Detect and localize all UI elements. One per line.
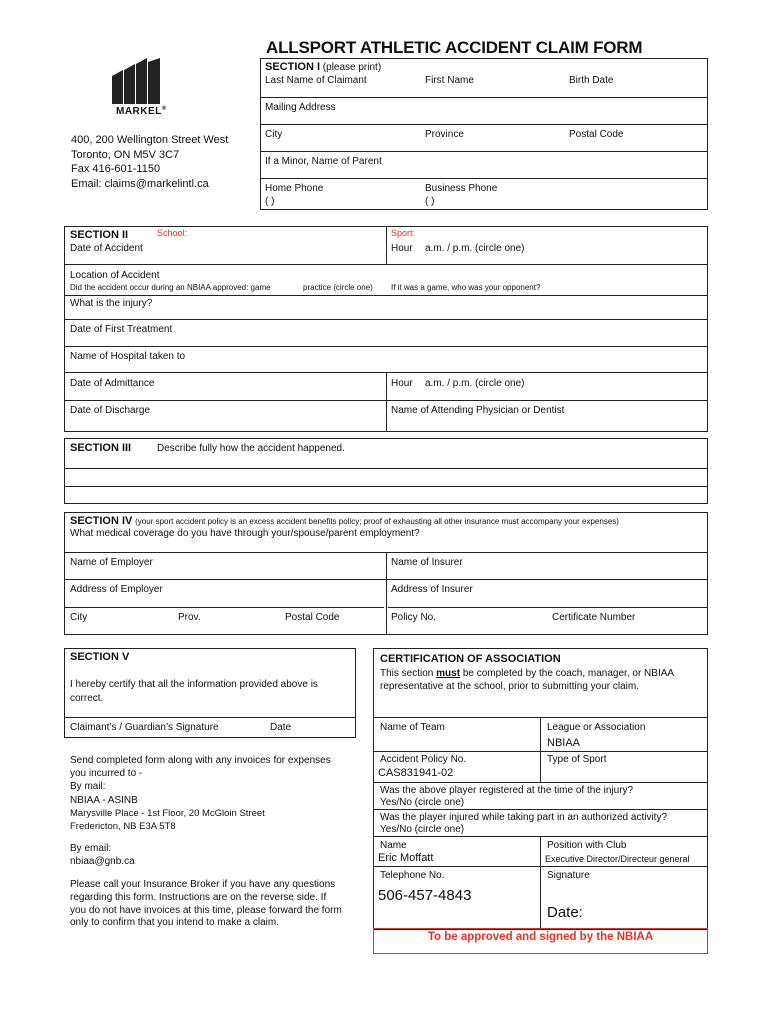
certification-intro: This section must be completed by the coach, manager, or NBIAA representative at the school, prior to submitting your claim. xyxy=(380,668,675,692)
signature-label[interactable]: Signature xyxy=(547,870,590,881)
first-treatment-label[interactable]: Date of First Treatment xyxy=(70,324,173,335)
mailing-address-label[interactable]: Mailing Address xyxy=(265,102,336,113)
league-value[interactable]: NBIAA xyxy=(547,737,581,749)
section2-heading: SECTION II xyxy=(70,229,129,241)
claimant-date-label[interactable]: Date xyxy=(270,722,292,733)
position-label[interactable]: Position with Club xyxy=(547,840,627,851)
employer-postal-label[interactable]: Postal Code xyxy=(285,612,340,623)
form-title: ALLSPORT ATHLETIC ACCIDENT CLAIM FORM xyxy=(266,38,643,57)
certificate-label[interactable]: Certificate Number xyxy=(552,612,636,623)
nbiaa-email-link[interactable]: nbiaa@gnb.ca xyxy=(70,856,135,868)
admittance-am-pm-label[interactable]: a.m. / p.m. (circle one) xyxy=(425,378,525,389)
business-phone-label[interactable]: Business Phone xyxy=(425,183,498,194)
province-label[interactable]: Province xyxy=(425,129,464,140)
city-label[interactable]: City xyxy=(265,129,283,140)
hour-label[interactable]: Hour xyxy=(391,243,413,254)
address-line2: Toronto, ON M5V 3C7 xyxy=(71,148,180,161)
logo-text: MARKEL® xyxy=(116,106,167,117)
first-name-label[interactable]: First Name xyxy=(425,75,474,86)
telephone-label[interactable]: Telephone No. xyxy=(380,870,445,881)
section3-heading: SECTION III xyxy=(70,442,132,454)
minor-parent-label[interactable]: If a Minor, Name of Parent xyxy=(265,156,382,167)
name-value[interactable]: Eric Moffatt xyxy=(378,852,434,864)
opponent-label[interactable]: If it was a game, who was your opponent? xyxy=(391,283,541,292)
home-phone-label[interactable]: Home Phone xyxy=(265,183,324,194)
policy-value[interactable]: CAS831941-02 xyxy=(378,767,454,779)
call-broker-note: Please call your Insurance Broker if you have any questions regarding this form. Instructions are on the reverse side. If you do not have invoices at this time, please forward the form only to confirm that you intend to make a claim. xyxy=(70,879,342,929)
approved-text: To be approved and signed by the NBIAA xyxy=(427,931,654,943)
am-pm-label[interactable]: a.m. / p.m. (circle one) xyxy=(425,243,525,254)
policy-no-label[interactable]: Policy No. xyxy=(391,612,437,623)
admittance-hour-label[interactable]: Hour xyxy=(391,378,413,389)
fax: Fax 416-601-1150 xyxy=(71,163,161,175)
hospital-label[interactable]: Name of Hospital taken to xyxy=(70,351,186,362)
discharge-label[interactable]: Date of Discharge xyxy=(70,405,151,416)
sport-label[interactable]: Sport: xyxy=(391,228,416,238)
company-address xyxy=(71,133,228,191)
type-sport-label[interactable]: Type of Sport xyxy=(547,754,607,765)
insurer-label[interactable]: Name of Insurer xyxy=(391,557,463,568)
describe-label[interactable]: Describe fully how the accident happened. xyxy=(157,443,345,454)
name-label[interactable]: Name xyxy=(380,840,407,851)
employer-city-label[interactable]: City xyxy=(70,612,88,623)
certify-text: I hereby certify that all the information provided above is correct. xyxy=(70,679,318,704)
markel-logo-icon xyxy=(110,58,162,104)
section1-heading: SECTION I (please print) xyxy=(265,61,382,73)
admittance-label[interactable]: Date of Admittance xyxy=(70,378,155,389)
send-instructions: Send completed form along with any invoices for expenses you incurred to - By mail: NBIAA - ASINB Marysville Place - 1st Floor, 20 McGloin Street Fredericton, NB E3A 5T8 xyxy=(70,755,331,833)
date-of-accident-label[interactable]: Date of Accident xyxy=(70,243,143,254)
email-instructions: By email: nbiaa@gnb.ca xyxy=(70,843,135,868)
last-name-label[interactable]: Last Name of Claimant xyxy=(265,75,367,86)
physician-label[interactable]: Name of Attending Physician or Dentist xyxy=(391,405,565,416)
school-label[interactable]: School: xyxy=(157,228,188,238)
employer-label[interactable]: Name of Employer xyxy=(70,557,153,568)
authorized-question[interactable]: Was the player injured while taking part in an authorized activity? xyxy=(380,812,668,823)
address-line1: 400, 200 Wellington Street West xyxy=(71,134,229,146)
employer-address-label[interactable]: Address of Employer xyxy=(70,584,163,595)
injury-label[interactable]: What is the injury? xyxy=(70,298,153,309)
email: Email: claims@markelintl.ca xyxy=(71,177,209,190)
telephone-value[interactable]: 506-457-4843 xyxy=(378,887,472,904)
section4-heading: SECTION IV (your sport accident policy is an excess accident benefits policy; proof of exhausting all other insurance must accompany your expenses) xyxy=(70,515,619,527)
nbiaa-game-label[interactable]: Did the accident occur during an NBIAA approved: game xyxy=(70,283,271,292)
registered-yes-no[interactable]: Yes/No (circle one) xyxy=(380,797,465,808)
league-label[interactable]: League or Association xyxy=(547,722,646,733)
certification-heading: CERTIFICATION OF ASSOCIATION xyxy=(380,653,561,665)
birth-date-label[interactable]: Birth Date xyxy=(569,75,614,86)
claimant-signature-label[interactable]: Claimant’s / Guardian’s Signature xyxy=(70,722,219,733)
authorized-yes-no[interactable]: Yes/No (circle one) xyxy=(380,824,465,835)
position-value[interactable]: Executive Director/Directeur general xyxy=(545,854,690,864)
business-phone-area: ( ) xyxy=(425,196,435,207)
section5-heading: SECTION V xyxy=(70,651,130,663)
home-phone-area: ( ) xyxy=(265,196,275,207)
location-label[interactable]: Location of Accident xyxy=(70,270,160,281)
date-label[interactable]: Date: xyxy=(547,904,583,921)
postal-code-label[interactable]: Postal Code xyxy=(569,129,624,140)
team-label[interactable]: Name of Team xyxy=(380,722,445,733)
insurer-address-label[interactable]: Address of Insurer xyxy=(391,584,473,595)
registered-question[interactable]: Was the above player registered at the time of the injury? xyxy=(380,785,634,796)
policy-label[interactable]: Accident Policy No. xyxy=(380,754,467,765)
medical-coverage-question[interactable]: What medical coverage do you have through your/spouse/parent employment? xyxy=(70,528,420,539)
employer-prov-label[interactable]: Prov. xyxy=(178,612,201,623)
practice-label[interactable]: practice (circle one) xyxy=(303,283,373,292)
